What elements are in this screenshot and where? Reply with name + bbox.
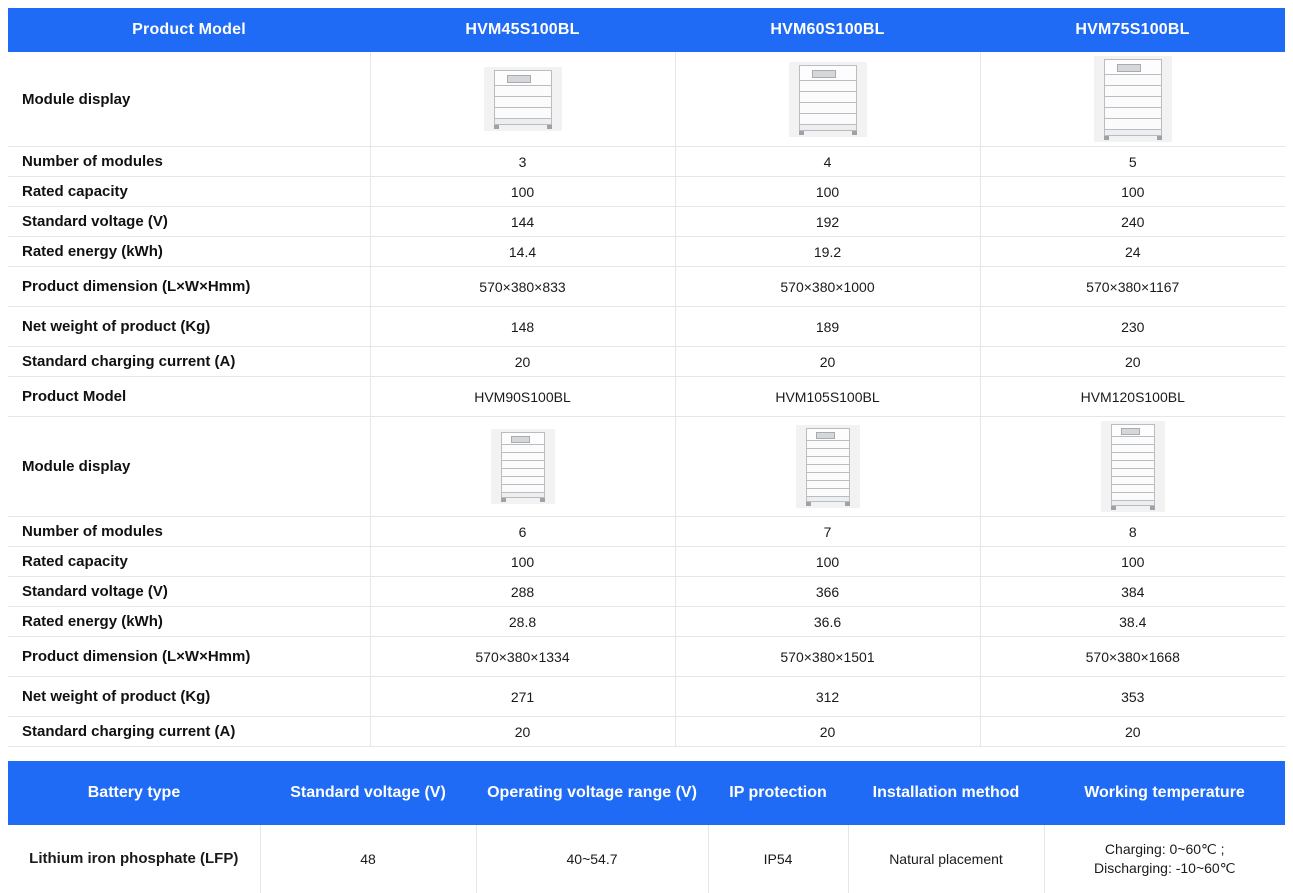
data-cell: 5 [980,147,1285,177]
module-display-cell [987,56,1280,142]
table-row [8,347,1285,377]
module-display-cell [675,52,980,147]
row-label: Net weight of product (Kg) [8,677,370,717]
data-cell: 570×380×1501 [675,637,980,677]
param-value-2: 48 [260,825,476,893]
module-display-cell [377,429,669,504]
battery-stack-icon [484,67,562,131]
data-cell: 366 [675,577,980,607]
row-label: Standard voltage (V) [8,577,370,607]
data-cell: 189 [675,307,980,347]
table-row [8,177,1285,207]
data-cell: 312 [675,677,980,717]
data-cell: 38.4 [980,607,1285,637]
data-cell: 28.8 [370,607,675,637]
row-label: Rated energy (kWh) [8,607,370,637]
module-display-cell [682,62,974,137]
table-row [8,637,1285,677]
data-cell: 100 [370,547,675,577]
parameters-header-row [8,761,1285,825]
header-model-2: HVM60S100BL [675,8,980,52]
param-header-3: Operating voltage range (V) [476,761,708,825]
data-cell: 570×380×1668 [980,637,1285,677]
param-value-1: Lithium iron phosphate (LFP) [29,849,239,867]
row-label: Standard charging current (A) [8,717,370,747]
data-cell: 20 [980,717,1285,747]
table-row [8,52,1285,147]
data-cell: 353 [980,677,1285,717]
data-cell: 240 [980,207,1285,237]
row-label: Rated capacity [8,177,370,207]
header-model-1: HVM45S100BL [370,8,675,52]
parameters-value-row [8,825,1285,893]
table-row [8,577,1285,607]
table-row [8,377,1285,417]
module-display-cell [682,425,974,508]
module-display-cell [980,417,1285,517]
battery-stack-icon [1094,56,1172,142]
row-label: Standard charging current (A) [8,347,370,377]
data-cell: 3 [370,147,675,177]
data-cell: 570×380×1167 [980,267,1285,307]
param-header-2: Standard voltage (V) [260,761,476,825]
data-cell: 20 [370,717,675,747]
data-cell: HVM90S100BL [370,377,675,417]
data-cell: 192 [675,207,980,237]
row-label: Product Model [8,377,370,417]
table-row [8,207,1285,237]
table-row [8,607,1285,637]
product-spec-table [8,8,1285,747]
module-display-cell [987,421,1280,512]
table-row [8,717,1285,747]
param-header-6: Working temperature [1044,761,1285,825]
param-value-6: Charging: 0~60℃ ; Discharging: -10~60℃ [1044,825,1285,893]
battery-stack-icon [491,429,555,504]
data-cell: 100 [980,547,1285,577]
data-cell: 24 [980,237,1285,267]
row-label: Module display [8,417,370,517]
param-value-3: 40~54.7 [476,825,708,893]
row-label: Number of modules [8,517,370,547]
row-label: Product dimension (L×W×Hmm) [8,637,370,677]
table-row [8,417,1285,517]
header-model-3: HVM75S100BL [980,8,1285,52]
data-cell: HVM105S100BL [675,377,980,417]
param-value-5: Natural placement [848,825,1044,893]
table-row [8,267,1285,307]
battery-parameters-table [8,761,1285,893]
data-cell: 271 [370,677,675,717]
table-row [8,547,1285,577]
battery-stack-icon [796,425,860,508]
data-cell: 20 [675,717,980,747]
data-cell: 230 [980,307,1285,347]
data-cell: 6 [370,517,675,547]
data-cell: 144 [370,207,675,237]
spec-table-header-row [8,8,1285,52]
row-label: Net weight of product (Kg) [8,307,370,347]
data-cell: 148 [370,307,675,347]
module-display-cell [370,52,675,147]
data-cell: 570×380×833 [370,267,675,307]
module-display-cell [675,417,980,517]
data-cell: 100 [675,547,980,577]
param-header-4: IP protection [708,761,848,825]
param-header-1: Battery type [8,761,260,825]
data-cell: 20 [370,347,675,377]
row-label: Rated capacity [8,547,370,577]
data-cell: 19.2 [675,237,980,267]
header-label: Product Model [8,8,370,52]
data-cell: 4 [675,147,980,177]
data-cell: 14.4 [370,237,675,267]
module-display-cell [370,417,675,517]
data-cell: HVM120S100BL [980,377,1285,417]
battery-stack-icon [1101,421,1165,512]
table-row [8,237,1285,267]
data-cell: 36.6 [675,607,980,637]
table-row [8,307,1285,347]
data-cell: 100 [980,177,1285,207]
data-cell: 20 [675,347,980,377]
data-cell: 100 [370,177,675,207]
data-cell: 570×380×1000 [675,267,980,307]
table-row [8,517,1285,547]
param-value-4: IP54 [708,825,848,893]
row-label: Number of modules [8,147,370,177]
row-label: Standard voltage (V) [8,207,370,237]
module-display-cell [377,67,669,131]
data-cell: 384 [980,577,1285,607]
row-label: Module display [8,52,370,147]
data-cell: 7 [675,517,980,547]
row-label: Rated energy (kWh) [8,237,370,267]
battery-stack-icon [789,62,867,137]
table-row [8,147,1285,177]
table-row [8,677,1285,717]
data-cell: 8 [980,517,1285,547]
param-header-5: Installation method [848,761,1044,825]
row-label: Product dimension (L×W×Hmm) [8,267,370,307]
data-cell: 288 [370,577,675,607]
data-cell: 100 [675,177,980,207]
data-cell: 570×380×1334 [370,637,675,677]
module-display-cell [980,52,1285,147]
data-cell: 20 [980,347,1285,377]
